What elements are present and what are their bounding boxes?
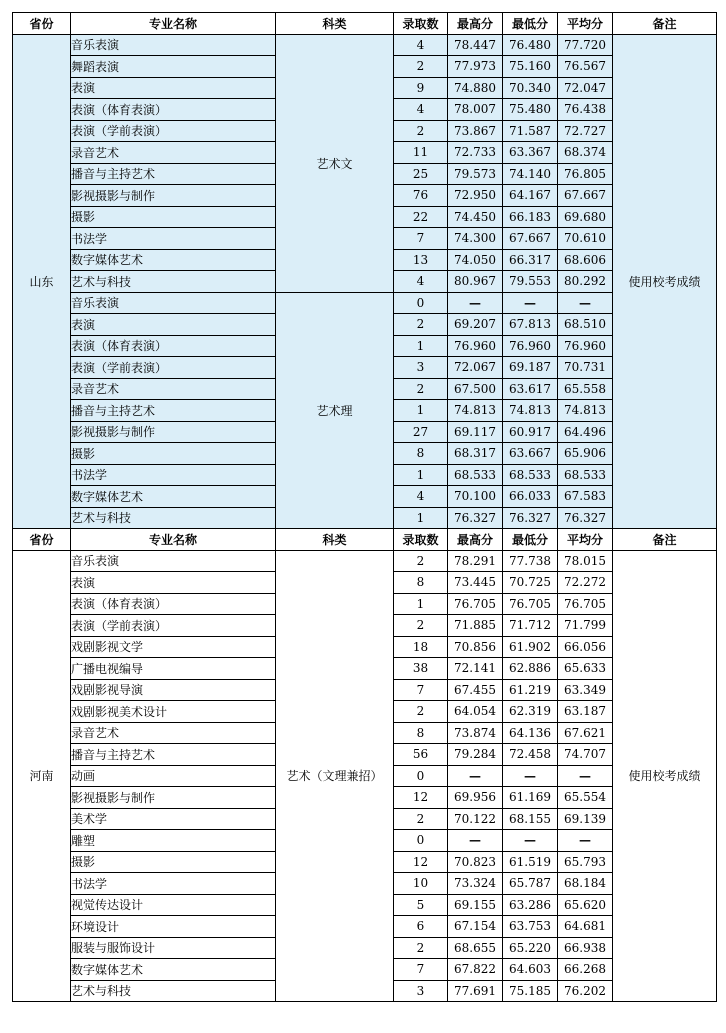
min-score: 75.160 xyxy=(503,56,558,78)
admit-count: 1 xyxy=(394,593,448,615)
min-score: — xyxy=(503,830,558,852)
max-score: 77.691 xyxy=(448,980,503,1002)
major-name: 表演（学前表演） xyxy=(71,615,276,637)
admit-count: 1 xyxy=(394,507,448,529)
header-remark: 备注 xyxy=(613,13,717,35)
remark-cell: 使用校考成绩 xyxy=(613,550,717,1002)
admit-count: 7 xyxy=(394,959,448,981)
min-score: 62.319 xyxy=(503,701,558,723)
major-name: 表演 xyxy=(71,314,276,336)
avg-score: 78.015 xyxy=(558,550,613,572)
major-name: 录音艺术 xyxy=(71,722,276,744)
admit-count: 2 xyxy=(394,808,448,830)
admit-count: 27 xyxy=(394,421,448,443)
admit-count: 8 xyxy=(394,443,448,465)
major-name: 播音与主持艺术 xyxy=(71,400,276,422)
min-score: 61.219 xyxy=(503,679,558,701)
min-score: 64.136 xyxy=(503,722,558,744)
min-score: 69.187 xyxy=(503,357,558,379)
avg-score: 63.349 xyxy=(558,679,613,701)
avg-score: 76.438 xyxy=(558,99,613,121)
min-score: 76.480 xyxy=(503,34,558,56)
max-score: 67.822 xyxy=(448,959,503,981)
admit-count: 2 xyxy=(394,937,448,959)
min-score: 75.480 xyxy=(503,99,558,121)
avg-score: 76.202 xyxy=(558,980,613,1002)
avg-score: 77.720 xyxy=(558,34,613,56)
category-cell: 艺术理 xyxy=(276,292,394,529)
major-name: 表演（体育表演） xyxy=(71,99,276,121)
avg-score: 65.906 xyxy=(558,443,613,465)
min-score: 65.220 xyxy=(503,937,558,959)
avg-score: — xyxy=(558,830,613,852)
header-max: 最高分 xyxy=(448,13,503,35)
major-name: 数字媒体艺术 xyxy=(71,959,276,981)
max-score: 67.154 xyxy=(448,916,503,938)
major-name: 录音艺术 xyxy=(71,142,276,164)
admit-count: 5 xyxy=(394,894,448,916)
header-province: 省份 xyxy=(13,13,71,35)
min-score: 76.960 xyxy=(503,335,558,357)
admit-count: 10 xyxy=(394,873,448,895)
max-score: 70.856 xyxy=(448,636,503,658)
max-score: 70.100 xyxy=(448,486,503,508)
admit-count: 1 xyxy=(394,335,448,357)
major-name: 美术学 xyxy=(71,808,276,830)
major-name: 表演（学前表演） xyxy=(71,357,276,379)
max-score: 70.122 xyxy=(448,808,503,830)
major-name: 戏剧影视导演 xyxy=(71,679,276,701)
shandong-section xyxy=(13,34,717,529)
max-score: 73.874 xyxy=(448,722,503,744)
admit-count: 76 xyxy=(394,185,448,207)
admit-count: 25 xyxy=(394,163,448,185)
min-score: 70.725 xyxy=(503,572,558,594)
max-score: 64.054 xyxy=(448,701,503,723)
admit-count: 2 xyxy=(394,701,448,723)
max-score: — xyxy=(448,765,503,787)
max-score: 69.207 xyxy=(448,314,503,336)
max-score: 78.007 xyxy=(448,99,503,121)
admit-count: 3 xyxy=(394,980,448,1002)
max-score: 79.573 xyxy=(448,163,503,185)
avg-score: 70.610 xyxy=(558,228,613,250)
major-name: 环境设计 xyxy=(71,916,276,938)
avg-score: 66.056 xyxy=(558,636,613,658)
min-score: 66.033 xyxy=(503,486,558,508)
min-score: 67.813 xyxy=(503,314,558,336)
avg-score: 76.960 xyxy=(558,335,613,357)
admit-count: 8 xyxy=(394,722,448,744)
admit-count: 12 xyxy=(394,787,448,809)
header-category: 科类 xyxy=(276,529,394,551)
min-score: 66.317 xyxy=(503,249,558,271)
max-score: 72.067 xyxy=(448,357,503,379)
header-remark: 备注 xyxy=(613,529,717,551)
min-score: 70.340 xyxy=(503,77,558,99)
max-score: 68.655 xyxy=(448,937,503,959)
admit-count: 0 xyxy=(394,830,448,852)
avg-score: 64.681 xyxy=(558,916,613,938)
avg-score: 76.805 xyxy=(558,163,613,185)
avg-score: 65.554 xyxy=(558,787,613,809)
major-name: 舞蹈表演 xyxy=(71,56,276,78)
major-name: 音乐表演 xyxy=(71,550,276,572)
major-name: 录音艺术 xyxy=(71,378,276,400)
header-row-top xyxy=(13,13,717,35)
avg-score: 69.139 xyxy=(558,808,613,830)
min-score: 67.667 xyxy=(503,228,558,250)
min-score: 71.587 xyxy=(503,120,558,142)
max-score: 72.141 xyxy=(448,658,503,680)
max-score: 70.823 xyxy=(448,851,503,873)
min-score: 74.813 xyxy=(503,400,558,422)
admission-score-table xyxy=(12,12,717,1002)
admit-count: 1 xyxy=(394,400,448,422)
admit-count: 4 xyxy=(394,486,448,508)
admit-count: 9 xyxy=(394,77,448,99)
avg-score: 72.727 xyxy=(558,120,613,142)
major-name: 影视摄影与制作 xyxy=(71,787,276,809)
admit-count: 12 xyxy=(394,851,448,873)
header-major: 专业名称 xyxy=(71,529,276,551)
max-score: 69.117 xyxy=(448,421,503,443)
major-name: 影视摄影与制作 xyxy=(71,421,276,443)
category-cell: 艺术文 xyxy=(276,34,394,292)
min-score: 63.367 xyxy=(503,142,558,164)
admit-count: 8 xyxy=(394,572,448,594)
max-score: — xyxy=(448,292,503,314)
admit-count: 13 xyxy=(394,249,448,271)
avg-score: 65.793 xyxy=(558,851,613,873)
major-name: 戏剧影视文学 xyxy=(71,636,276,658)
min-score: 79.553 xyxy=(503,271,558,293)
max-score: 74.880 xyxy=(448,77,503,99)
avg-score: 66.268 xyxy=(558,959,613,981)
admit-count: 2 xyxy=(394,378,448,400)
min-score: 63.286 xyxy=(503,894,558,916)
max-score: 68.317 xyxy=(448,443,503,465)
min-score: 61.902 xyxy=(503,636,558,658)
major-name: 服装与服饰设计 xyxy=(71,937,276,959)
avg-score: 74.707 xyxy=(558,744,613,766)
major-name: 广播电视编导 xyxy=(71,658,276,680)
avg-score: — xyxy=(558,765,613,787)
admit-count: 7 xyxy=(394,679,448,701)
province-cell: 河南 xyxy=(13,550,71,1002)
max-score: 77.973 xyxy=(448,56,503,78)
major-name: 艺术与科技 xyxy=(71,980,276,1002)
max-score: 78.291 xyxy=(448,550,503,572)
header-count: 录取数 xyxy=(394,529,448,551)
avg-score: 72.272 xyxy=(558,572,613,594)
avg-score: 80.292 xyxy=(558,271,613,293)
header-min: 最低分 xyxy=(503,529,558,551)
max-score: — xyxy=(448,830,503,852)
admit-count: 38 xyxy=(394,658,448,680)
major-name: 艺术与科技 xyxy=(71,507,276,529)
max-score: 76.327 xyxy=(448,507,503,529)
avg-score: 67.667 xyxy=(558,185,613,207)
min-score: 62.886 xyxy=(503,658,558,680)
max-score: 73.324 xyxy=(448,873,503,895)
min-score: 63.753 xyxy=(503,916,558,938)
major-name: 表演（学前表演） xyxy=(71,120,276,142)
min-score: 72.458 xyxy=(503,744,558,766)
min-score: 77.738 xyxy=(503,550,558,572)
remark-cell: 使用校考成绩 xyxy=(613,34,717,529)
major-name: 音乐表演 xyxy=(71,292,276,314)
min-score: — xyxy=(503,765,558,787)
avg-score: 68.606 xyxy=(558,249,613,271)
min-score: 63.617 xyxy=(503,378,558,400)
header-max: 最高分 xyxy=(448,529,503,551)
avg-score: 65.558 xyxy=(558,378,613,400)
max-score: 76.705 xyxy=(448,593,503,615)
max-score: 72.733 xyxy=(448,142,503,164)
major-name: 戏剧影视美术设计 xyxy=(71,701,276,723)
max-score: 74.300 xyxy=(448,228,503,250)
table-header xyxy=(13,529,717,551)
min-score: 64.603 xyxy=(503,959,558,981)
avg-score: 76.705 xyxy=(558,593,613,615)
avg-score: 65.620 xyxy=(558,894,613,916)
major-name: 书法学 xyxy=(71,228,276,250)
admit-count: 0 xyxy=(394,292,448,314)
avg-score: 71.799 xyxy=(558,615,613,637)
major-name: 书法学 xyxy=(71,873,276,895)
header-major: 专业名称 xyxy=(71,13,276,35)
admit-count: 2 xyxy=(394,314,448,336)
avg-score: 64.496 xyxy=(558,421,613,443)
admit-count: 1 xyxy=(394,464,448,486)
min-score: 76.705 xyxy=(503,593,558,615)
max-score: 72.950 xyxy=(448,185,503,207)
admit-count: 6 xyxy=(394,916,448,938)
province-cell: 山东 xyxy=(13,34,71,529)
major-name: 表演（体育表演） xyxy=(71,593,276,615)
table-header xyxy=(13,13,717,35)
avg-score: 68.374 xyxy=(558,142,613,164)
max-score: 73.867 xyxy=(448,120,503,142)
header-category: 科类 xyxy=(276,13,394,35)
min-score: 74.140 xyxy=(503,163,558,185)
avg-score: 70.731 xyxy=(558,357,613,379)
avg-score: 66.938 xyxy=(558,937,613,959)
major-name: 摄影 xyxy=(71,851,276,873)
header-count: 录取数 xyxy=(394,13,448,35)
admit-count: 7 xyxy=(394,228,448,250)
header-row-henan xyxy=(13,529,717,551)
table-row xyxy=(13,550,717,572)
min-score: 76.327 xyxy=(503,507,558,529)
min-score: 64.167 xyxy=(503,185,558,207)
max-score: 74.050 xyxy=(448,249,503,271)
admit-count: 18 xyxy=(394,636,448,658)
avg-score: 67.583 xyxy=(558,486,613,508)
major-name: 表演 xyxy=(71,77,276,99)
avg-score: 68.184 xyxy=(558,873,613,895)
min-score: 66.183 xyxy=(503,206,558,228)
min-score: 68.155 xyxy=(503,808,558,830)
admit-count: 2 xyxy=(394,615,448,637)
major-name: 影视摄影与制作 xyxy=(71,185,276,207)
major-name: 数字媒体艺术 xyxy=(71,249,276,271)
avg-score: 68.510 xyxy=(558,314,613,336)
max-score: 71.885 xyxy=(448,615,503,637)
avg-score: — xyxy=(558,292,613,314)
min-score: 63.667 xyxy=(503,443,558,465)
admit-count: 2 xyxy=(394,120,448,142)
max-score: 68.533 xyxy=(448,464,503,486)
admit-count: 3 xyxy=(394,357,448,379)
major-name: 动画 xyxy=(71,765,276,787)
admit-count: 22 xyxy=(394,206,448,228)
table-row xyxy=(13,292,717,314)
major-name: 音乐表演 xyxy=(71,34,276,56)
min-score: 75.185 xyxy=(503,980,558,1002)
major-name: 表演 xyxy=(71,572,276,594)
max-score: 69.155 xyxy=(448,894,503,916)
major-name: 摄影 xyxy=(71,443,276,465)
admit-count: 11 xyxy=(394,142,448,164)
header-province: 省份 xyxy=(13,529,71,551)
avg-score: 63.187 xyxy=(558,701,613,723)
table-row xyxy=(13,34,717,56)
max-score: 73.445 xyxy=(448,572,503,594)
major-name: 表演（体育表演） xyxy=(71,335,276,357)
max-score: 74.450 xyxy=(448,206,503,228)
max-score: 78.447 xyxy=(448,34,503,56)
major-name: 播音与主持艺术 xyxy=(71,163,276,185)
min-score: — xyxy=(503,292,558,314)
header-avg: 平均分 xyxy=(558,529,613,551)
max-score: 67.500 xyxy=(448,378,503,400)
admit-count: 4 xyxy=(394,99,448,121)
major-name: 雕塑 xyxy=(71,830,276,852)
admit-count: 4 xyxy=(394,271,448,293)
avg-score: 76.567 xyxy=(558,56,613,78)
avg-score: 65.633 xyxy=(558,658,613,680)
avg-score: 68.533 xyxy=(558,464,613,486)
max-score: 76.960 xyxy=(448,335,503,357)
avg-score: 72.047 xyxy=(558,77,613,99)
max-score: 67.455 xyxy=(448,679,503,701)
admit-count: 0 xyxy=(394,765,448,787)
max-score: 79.284 xyxy=(448,744,503,766)
admit-count: 56 xyxy=(394,744,448,766)
min-score: 65.787 xyxy=(503,873,558,895)
major-name: 视觉传达设计 xyxy=(71,894,276,916)
major-name: 数字媒体艺术 xyxy=(71,486,276,508)
min-score: 68.533 xyxy=(503,464,558,486)
major-name: 播音与主持艺术 xyxy=(71,744,276,766)
min-score: 60.917 xyxy=(503,421,558,443)
max-score: 69.956 xyxy=(448,787,503,809)
min-score: 61.169 xyxy=(503,787,558,809)
category-cell: 艺术（文理兼招） xyxy=(276,550,394,1002)
header-min: 最低分 xyxy=(503,13,558,35)
avg-score: 69.680 xyxy=(558,206,613,228)
max-score: 80.967 xyxy=(448,271,503,293)
major-name: 艺术与科技 xyxy=(71,271,276,293)
major-name: 摄影 xyxy=(71,206,276,228)
admit-count: 2 xyxy=(394,550,448,572)
avg-score: 76.327 xyxy=(558,507,613,529)
max-score: 74.813 xyxy=(448,400,503,422)
header-avg: 平均分 xyxy=(558,13,613,35)
admit-count: 2 xyxy=(394,56,448,78)
admit-count: 4 xyxy=(394,34,448,56)
avg-score: 74.813 xyxy=(558,400,613,422)
henan-section xyxy=(13,550,717,1002)
min-score: 61.519 xyxy=(503,851,558,873)
major-name: 书法学 xyxy=(71,464,276,486)
avg-score: 67.621 xyxy=(558,722,613,744)
min-score: 71.712 xyxy=(503,615,558,637)
